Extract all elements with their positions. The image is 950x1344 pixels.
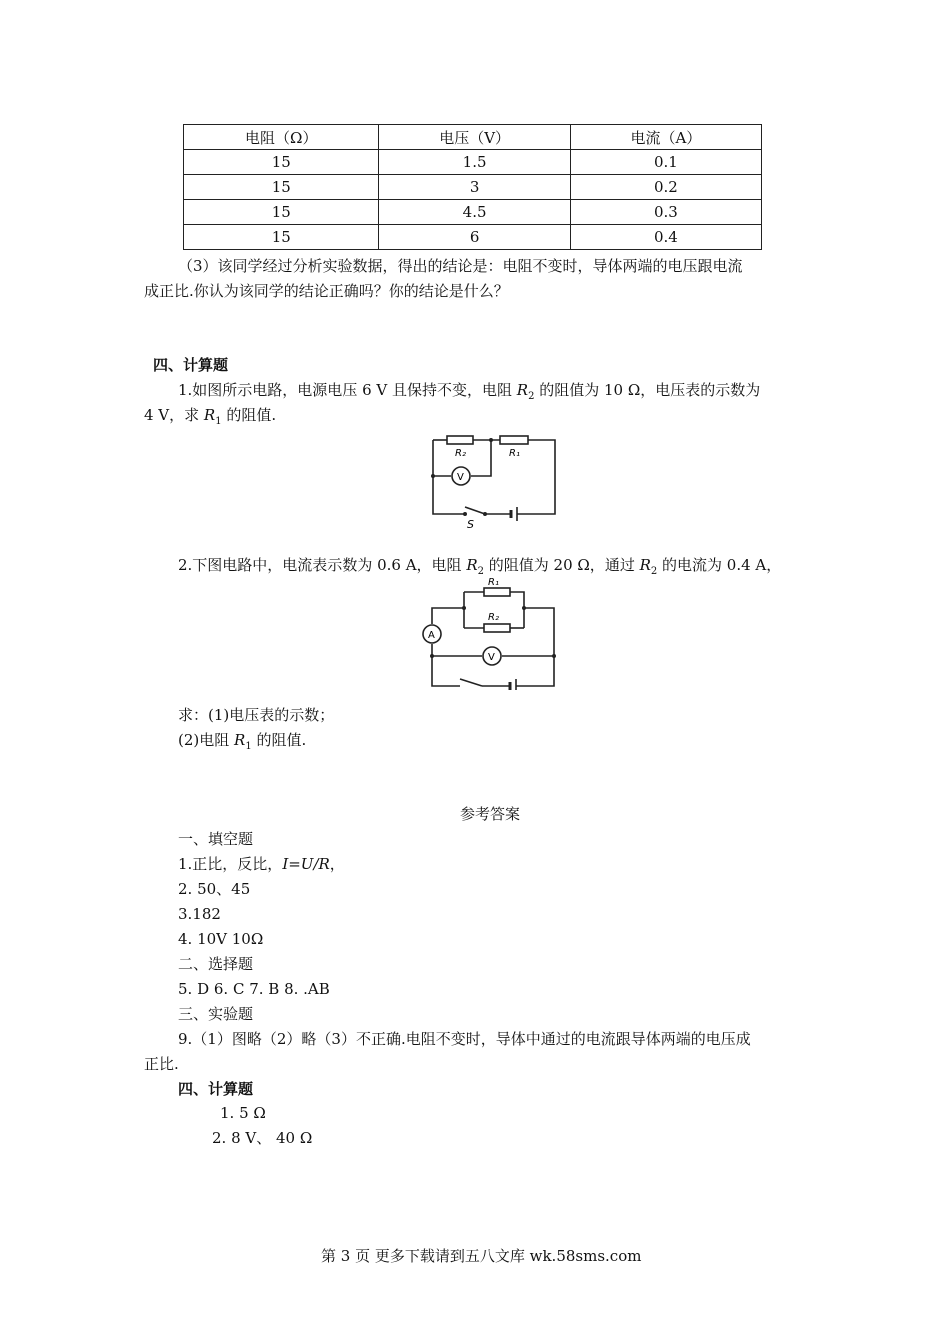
subscript: 1	[245, 741, 252, 752]
circuit-diagram-1	[425, 430, 565, 530]
table-cell: 0.2	[570, 175, 761, 200]
answer-5-8: 5. D 6. C 7. B 8. .AB	[178, 980, 330, 998]
answer-9-line2: 正比.	[144, 1055, 179, 1073]
switch-blade	[460, 679, 482, 686]
text: (2)电阻	[178, 731, 235, 749]
table-row	[184, 225, 762, 250]
junction-dot	[522, 606, 526, 610]
page-footer: 第 3 页 更多下载请到五八文库 wk.58sms.com	[321, 1247, 642, 1265]
table-row	[184, 150, 762, 175]
table-row	[184, 175, 762, 200]
switch-contact	[483, 512, 487, 516]
calc-answer-2: 2. 8 V、 40 Ω	[212, 1129, 313, 1147]
answers-section-1: 一、填空题	[178, 830, 254, 848]
wire	[510, 592, 524, 628]
wire	[517, 440, 555, 514]
header-voltage: 电压（V）	[379, 125, 570, 150]
resistor-r2	[447, 436, 473, 444]
subscript: 1	[215, 416, 222, 427]
voltmeter-label: V	[488, 652, 495, 663]
table-cell: 3	[379, 175, 570, 200]
section-title: 四、计算题	[153, 356, 229, 374]
answer-2: 2. 50、45	[178, 880, 251, 898]
symbol-r2: R	[639, 556, 651, 574]
table-cell: 6	[379, 225, 570, 250]
junction-dot	[489, 438, 493, 442]
table-header-row	[184, 125, 762, 150]
text: 的阻值为 10 Ω，电压表的示数为	[534, 381, 761, 399]
answers-section-4: 四、计算题	[178, 1080, 254, 1098]
answers-section-3: 三、实验题	[178, 1005, 254, 1023]
calc-answer-1: 1. 5 Ω	[220, 1104, 266, 1122]
formula: I=U/R	[282, 855, 330, 873]
resistor-r2	[484, 624, 510, 632]
q3-line2: 成正比.你认为该同学的结论正确吗？你的结论是什么？	[144, 282, 509, 300]
table-cell: 0.1	[570, 150, 761, 175]
junction-dot	[430, 654, 434, 658]
wire	[471, 440, 491, 476]
symbol-r1: R	[203, 406, 216, 424]
text: 的电流为 0.4 A，	[657, 556, 782, 574]
text: 1.如图所示电路，电源电压 6 V 且保持不变，电阻	[178, 381, 517, 399]
problem2-ask1: 求：(1)电压表的示数；	[178, 706, 335, 724]
table-cell: 15	[184, 150, 379, 175]
text: ，	[329, 855, 345, 873]
circuit-diagram-2	[420, 574, 565, 690]
answer-9-line1: 9.（1）图略（2）略（3）不正确.电阻不变时，导体中通过的电流跟导体两端的电压成	[178, 1030, 751, 1048]
voltmeter-label: V	[457, 472, 464, 483]
table-cell: 15	[184, 175, 379, 200]
text: 的阻值为 20 Ω，通过	[483, 556, 640, 574]
symbol-r1: R	[234, 731, 246, 749]
table-cell: 0.4	[570, 225, 761, 250]
table-cell: 15	[184, 225, 379, 250]
junction-dot	[462, 606, 466, 610]
problem1-line2	[144, 405, 276, 432]
wire	[516, 608, 554, 686]
text: 1.正比，反比，	[178, 855, 283, 873]
answer-3: 3.182	[178, 905, 221, 923]
header-resistance: 电阻（Ω）	[184, 125, 379, 150]
switch-blade	[465, 507, 485, 514]
switch-label: S	[467, 518, 474, 530]
problem1-line1	[178, 380, 760, 407]
table-cell: 1.5	[379, 150, 570, 175]
text: 2.下图电路中，电流表示数为 0.6 A，电阻	[178, 556, 467, 574]
table-cell: 4.5	[379, 200, 570, 225]
text: 的阻值.	[221, 406, 277, 424]
label-r1: R₁	[509, 448, 520, 459]
answer-4: 4. 10V 10Ω	[178, 930, 264, 948]
subscript: 2	[528, 391, 535, 402]
header-current: 电流（A）	[570, 125, 761, 150]
text: 的阻值.	[251, 731, 307, 749]
table-row	[184, 200, 762, 225]
wire	[432, 608, 464, 624]
resistor-r1	[484, 588, 510, 596]
table-cell: 15	[184, 200, 379, 225]
label-r2: R₂	[455, 448, 466, 459]
junction-dot	[552, 654, 556, 658]
subscript: 2	[650, 566, 658, 577]
label-r1: R₁	[488, 577, 499, 588]
text: 4 V，求	[144, 406, 204, 424]
junction-dot	[431, 474, 435, 478]
symbol-r2: R	[466, 556, 478, 574]
table-cell: 0.3	[570, 200, 761, 225]
resistor-r1	[500, 436, 528, 444]
label-r2: R₂	[488, 612, 499, 623]
answers-title: 参考答案	[460, 805, 521, 823]
data-table	[183, 124, 762, 250]
answer-1	[178, 854, 345, 874]
q3-line1: （3）该同学经过分析实验数据，得出的结论是：电阻不变时，导体两端的电压跟电流	[178, 257, 743, 275]
symbol-r2: R	[516, 381, 529, 399]
problem2-ask2	[178, 730, 306, 757]
switch-contact	[463, 512, 467, 516]
answers-section-2: 二、选择题	[178, 955, 254, 973]
subscript: 2	[477, 566, 484, 577]
ammeter-label: A	[428, 630, 435, 641]
wire	[432, 644, 460, 686]
